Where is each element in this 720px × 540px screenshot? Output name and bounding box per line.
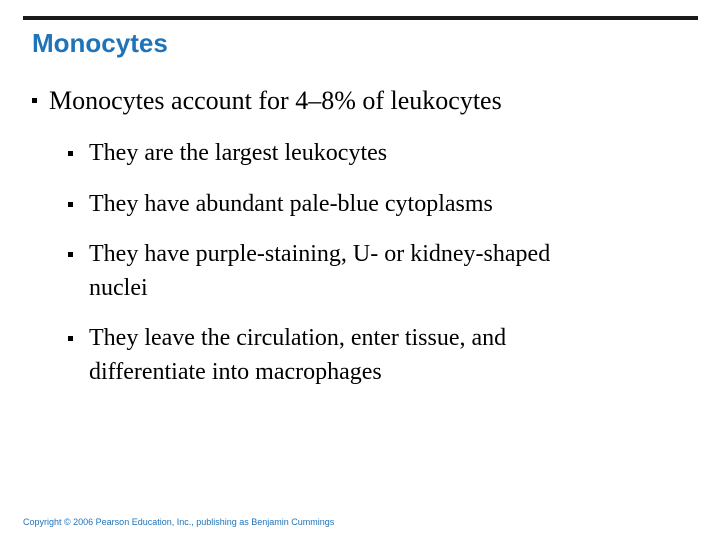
sub-bullet-cytoplasm (68, 187, 493, 221)
square-bullet-icon (68, 202, 73, 207)
sub-bullet-largest-leukocytes (68, 136, 387, 170)
bullet-text: Monocytes account for 4–8% of leukocytes (49, 86, 502, 115)
sub-bullet-text-line: They have abundant pale-blue cytoplasms (89, 191, 493, 217)
square-bullet-icon (68, 252, 73, 257)
sub-bullet-macrophages (68, 321, 506, 389)
bullet-monocyte-percentage (32, 85, 502, 117)
square-bullet-icon (32, 98, 37, 103)
sub-bullet-text-line: They leave the circulation, enter tissue, and (89, 325, 507, 351)
square-bullet-icon (68, 151, 73, 156)
sub-bullet-text-line: They have purple-staining, U- or kidney-shaped (89, 241, 551, 267)
copyright-footer: Copyright © 2006 Pearson Education, Inc., publishing as Benjamin Cummings (23, 517, 335, 527)
sub-bullet-text-line: differentiate into macrophages (89, 359, 382, 385)
sub-bullet-text-line: They are the largest leukocytes (89, 140, 388, 166)
title-divider-rule (23, 16, 698, 20)
square-bullet-icon (68, 336, 73, 341)
sub-bullet-text-line: nuclei (89, 275, 148, 301)
slide-title: Monocytes (32, 28, 168, 58)
sub-bullet-nuclei (68, 237, 550, 305)
